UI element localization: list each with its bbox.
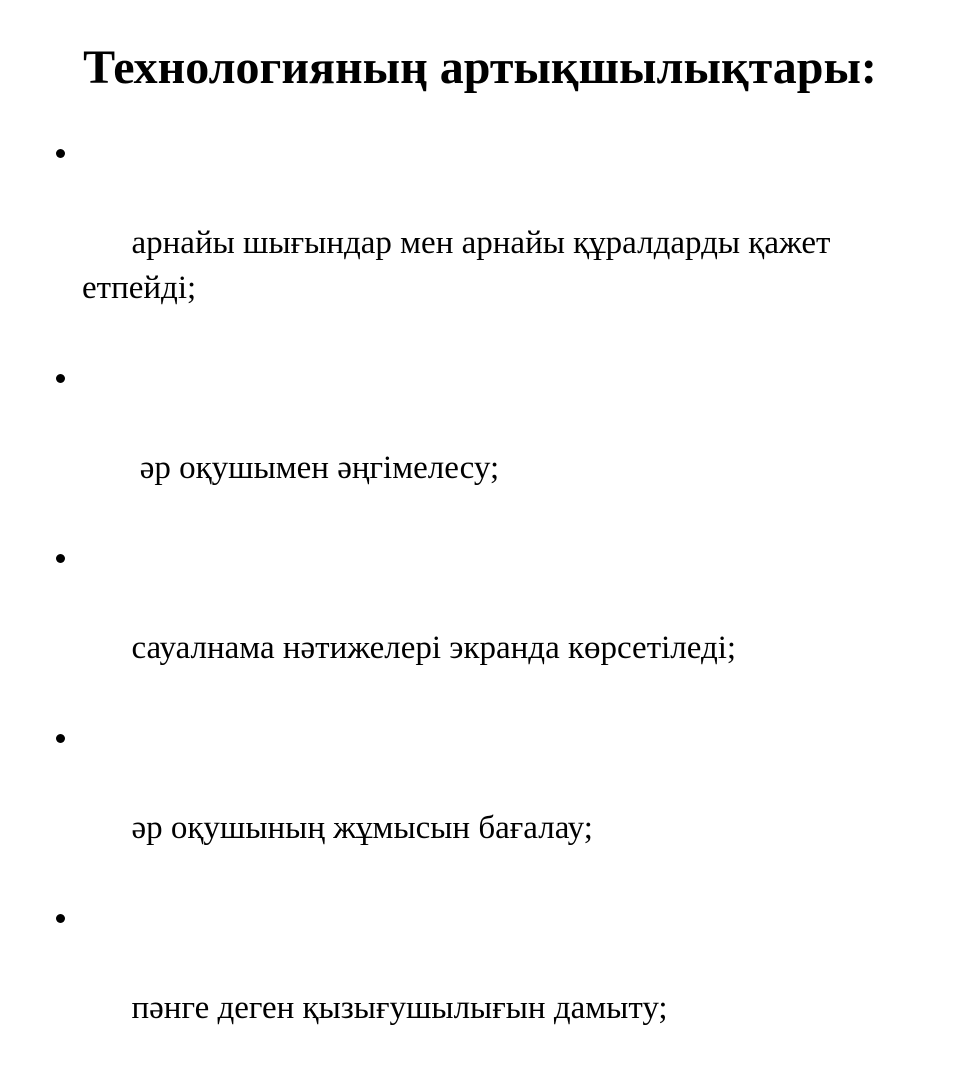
slide-title: Технологияның артықшылықтары: xyxy=(83,41,877,94)
bullet-dot-icon xyxy=(56,554,65,563)
bullet-text: әр оқушымен әңгімелесу; xyxy=(131,449,500,486)
bullet-item xyxy=(0,896,960,1076)
bullet-text: арнайы шығындар мен арнайы құралдарды қажет етпейді; xyxy=(82,224,839,306)
bullet-dot-icon xyxy=(56,149,65,158)
bullet-list xyxy=(0,131,960,1076)
bullet-dot-icon xyxy=(56,914,65,923)
bullet-item xyxy=(0,131,960,356)
bullet-dot-icon xyxy=(56,734,65,743)
bullet-item xyxy=(0,536,960,716)
bullet-dot-icon xyxy=(56,374,65,383)
bullet-item xyxy=(0,716,960,896)
bullet-item xyxy=(0,356,960,536)
bullet-text: пәнге деген қызығушылығын дамыту; xyxy=(131,989,668,1026)
bullet-text: әр оқушының жұмысын бағалау; xyxy=(131,809,593,846)
bullet-text: сауалнама нәтижелері экранда көрсетіледі; xyxy=(131,629,737,666)
